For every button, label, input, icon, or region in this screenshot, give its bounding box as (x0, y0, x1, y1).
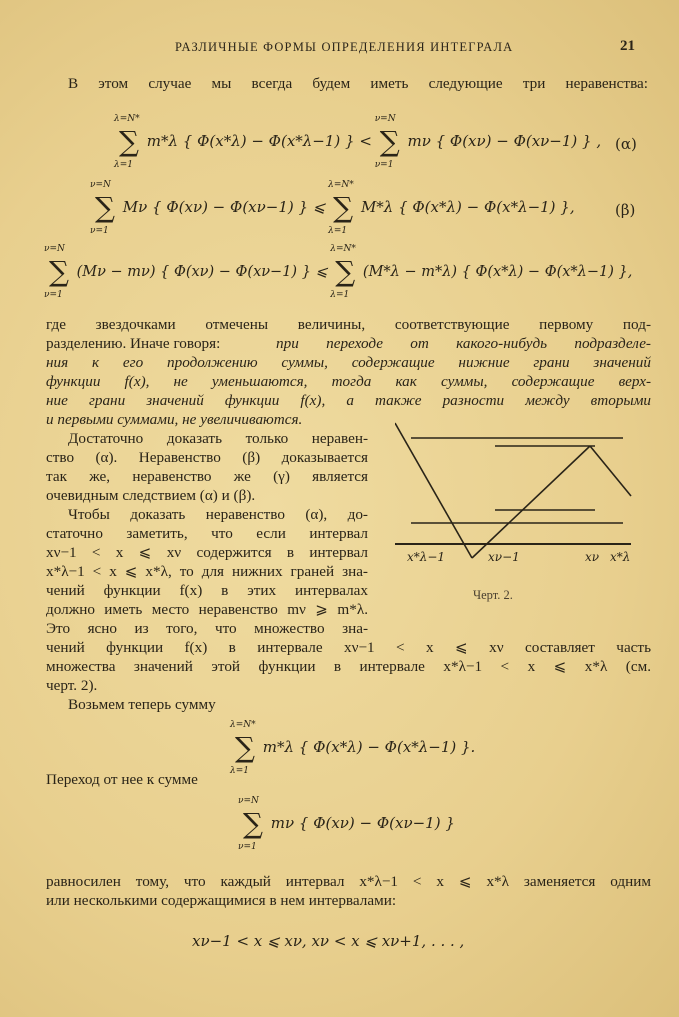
header-title: РАЗЛИЧНЫЕ ФОРМЫ ОПРЕДЕЛЕНИЯ ИНТЕГРАЛА (175, 40, 514, 54)
sum-symbol: λ=N* ∑ λ=1 (230, 720, 256, 776)
book-page: РАЗЛИЧНЫЕ ФОРМЫ ОПРЕДЕЛЕНИЯ ИНТЕГРАЛА 21 В этом случае мы всегда будем иметь следующие три неравенства: λ=N* ∑ λ=1 m*λ { Φ(x*λ) − Φ(x*λ−1) } < ν=N ∑ ν=1 mν { Φ(xν) − Φ(xν−1) } , (α) ν=N ∑ ν=1 Mν { Φ(xν) − Φ(xν−1) } ⩽ λ=N* ∑ λ=1 M*λ { Φ(x*λ) − Φ(x*λ−1) }, (β) ν=N ∑ ν=1 (Mν − mν) { Φ(xν) − Φ(xν−1) } ⩽ λ=N* ∑ λ=1 (M*λ − m*λ) { Φ(x*λ) − Φ(x*λ−1) }, где звездочками отмечены величины, соответствующие первому под- разделению. Иначе говоря: при переходе от какого-нибудь подразделе- ния к его продолжению суммы, содержащие нижние грани значений функции f(x), не уменьшаются, тогда как суммы, содержащие верх- ние грани значений функции f(x), а также разности между вторыми и первыми суммами, не увеличиваются. Достаточно доказать только неравен- ство (α). Неравенство (β) доказывается так же, неравенство же (γ) является очевидным следствием (α) и (β). Чтобы доказать неравенство (α), до- статочно заметить, что если интервал xν−1 < x ⩽ xν содержится в интервал x*λ−1 < x ⩽ x*λ, то для нижних граней зна- чений функции f(x) в этих интервалах должно иметь место неравенство mν ⩾ m*λ. Это ясно из того, что множество зна- чений функции f(x) в интервале xν−1 < x ⩽ xν составляет часть множества значений этой функции в интервале x*λ−1 < x ⩽ x*λ (см. черт. 2). x*λ−1 xν−1 xν x*λ Черт. 2. Возьмем теперь сумму λ=N* ∑ λ=1 m*λ { Φ(x*λ) − Φ(x*λ−1) }. Переход от нее к сумме ν=N ∑ ν=1 mν { Φ(xν) − Φ(xν−1) } равносилен тому, что каждый интервал x*λ−1 < x ⩽ x*λ заменяется одним или несколькими содержащимися в нем интервалами: xν−1 < x ⩽ xν, xν < x ⩽ xν+1, . . . , (0, 0, 679, 1017)
sum-symbol: λ=N* ∑ λ=1 (114, 114, 140, 170)
equation-label-alpha: (α) (615, 135, 637, 153)
paragraph-5: Переход от нее к сумме (46, 771, 198, 788)
equation-gamma: ν=N ∑ ν=1 (Mν − mν) { Φ(xν) − Φ(xν−1) } ⩽ λ=N* ∑ λ=1 (M*λ − m*λ) { Φ(x*λ) − Φ(x*λ−1) }, (44, 244, 633, 300)
axis-label: x*λ−1 (407, 550, 446, 564)
figure-2-diagram (395, 413, 635, 583)
figure-caption: Черт. 2. (473, 588, 513, 602)
sum-symbol: ν=N ∑ ν=1 (238, 796, 263, 852)
equation-beta: ν=N ∑ ν=1 Mν { Φ(xν) − Φ(xν−1) } ⩽ λ=N* ∑ λ=1 M*λ { Φ(x*λ) − Φ(x*λ−1) }, (90, 180, 575, 236)
page-number: 21 (620, 38, 635, 54)
running-header (0, 40, 679, 60)
sum-symbol: ν=N ∑ ν=1 (374, 114, 400, 170)
axis-label: x*λ (610, 550, 631, 564)
sum-symbol: λ=N* ∑ λ=1 (328, 180, 354, 236)
paragraph-4: Возьмем теперь сумму (68, 696, 216, 713)
equation-label-beta: (β) (615, 201, 636, 219)
equation-sum-star: λ=N* ∑ λ=1 m*λ { Φ(x*λ) − Φ(x*λ−1) }. (230, 720, 476, 776)
equation-sum: ν=N ∑ ν=1 mν { Φ(xν) − Φ(xν−1) } (238, 796, 455, 852)
axis-label: xν (585, 550, 600, 564)
sum-symbol: λ=N* ∑ λ=1 (330, 244, 356, 300)
axis-label: xν−1 (488, 550, 520, 564)
final-equation: xν−1 < x ⩽ xν, xν < x ⩽ xν+1, . . . , (192, 932, 465, 950)
sum-symbol: ν=N ∑ ν=1 (90, 180, 115, 236)
equation-alpha: λ=N* ∑ λ=1 m*λ { Φ(x*λ) − Φ(x*λ−1) } < ν=N ∑ ν=1 mν { Φ(xν) − Φ(xν−1) } , (114, 114, 602, 170)
intro-text: В этом случае мы всегда будем иметь следующие три неравенства: (68, 75, 648, 92)
sum-symbol: ν=N ∑ ν=1 (44, 244, 69, 300)
